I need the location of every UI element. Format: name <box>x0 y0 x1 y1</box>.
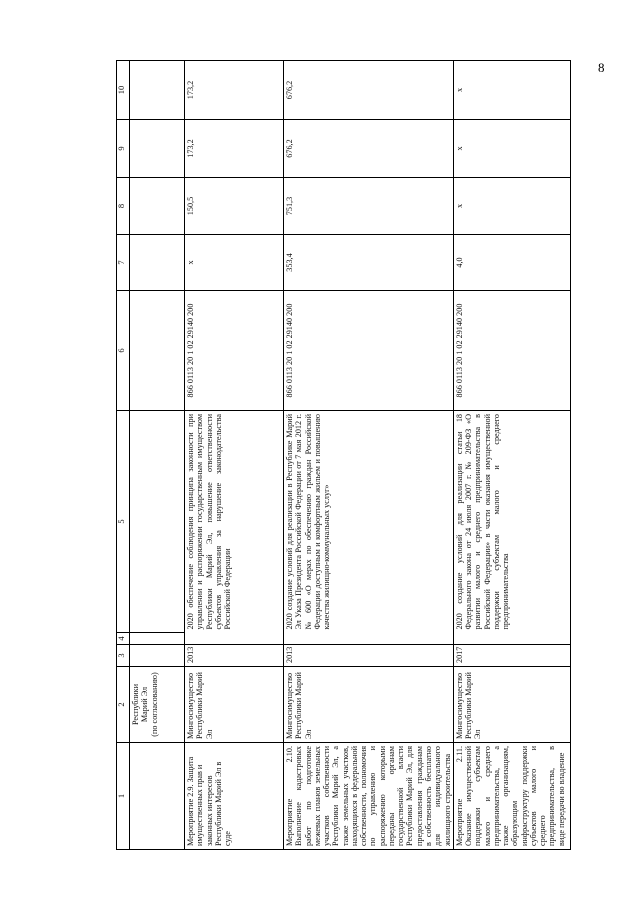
program-measures-table <box>116 60 571 850</box>
start-year-cell: 2013 <box>284 645 454 667</box>
page-number: 8 <box>598 60 605 75</box>
continuation-row <box>130 61 185 850</box>
table-row <box>185 61 284 850</box>
table-row <box>453 61 570 850</box>
header-cell: 9 <box>117 120 130 178</box>
budget-code-cell: 866 0113 20 1 02 29140 200 <box>284 291 454 411</box>
value-cell: 4,0 <box>453 235 570 291</box>
result-cell: 2020 создание условий для реализации статьи 18 Федерального закона от 24 июля 2007 г. № 209-ФЗ «О развитии малого и среднего предпринимательства в Российской Федерации» в части оказания имущественной поддержки субъектам малого и среднего предпринимательства <box>453 411 570 633</box>
measure-cell: Мероприятие 2.11. Оказание имущественной поддержки субъектам малого и среднего предпринимательства, а также организациям, образующим инфраструктуру поддержки субъектов малого и среднего предпринимательства, в виде передачи во владение <box>453 743 570 850</box>
value-cell: 173,2 <box>185 120 284 178</box>
value-cell: 676,2 <box>284 61 454 120</box>
header-cell: 6 <box>117 291 130 411</box>
value-cell: х <box>453 61 570 120</box>
header-cell: 4 <box>117 633 130 645</box>
value-cell: х <box>453 120 570 178</box>
value-cell: 150,5 <box>185 178 284 235</box>
header-cell: 2 <box>117 667 130 743</box>
start-year-cell: 2017 <box>453 645 570 667</box>
result-cell: 2020 создание условий для реализации в Республике Марий Эл Указа Президента Российской Федерации от 7 мая 2012 г. № 600 «О мерах по обеспечению граждан Российской Федерации доступным и комфортным жильем и повышению качества жилищно-коммунальных услуг» <box>284 411 454 633</box>
budget-code-cell: 866 0113 20 1 02 29140 200 <box>185 291 284 411</box>
table-header-row <box>117 61 130 850</box>
header-cell: 3 <box>117 645 130 667</box>
value-cell: 676,2 <box>284 120 454 178</box>
value-cell: х <box>453 178 570 235</box>
header-cell: 7 <box>117 235 130 291</box>
executor-cell: Мингосимущество Республики Марий Эл <box>185 667 284 743</box>
value-cell: 751,3 <box>284 178 454 235</box>
header-cell: 5 <box>117 411 130 633</box>
continuation-executor: Республики Марий Эл (по согласованию) <box>130 667 185 743</box>
value-cell: 353,4 <box>284 235 454 291</box>
start-year-cell: 2013 <box>185 645 284 667</box>
measure-cell: Мероприятие 2.9. Защита имущественных прав и законных интересов Республики Марий Эл в суде <box>185 743 284 850</box>
rotated-table-block <box>116 61 618 850</box>
executor-cell: Мингосимущество Республики Марий Эл <box>453 667 570 743</box>
executor-cell: Мингосимущество Республики Марий Эл <box>284 667 454 743</box>
value-cell: х <box>185 235 284 291</box>
header-cell: 10 <box>117 61 130 120</box>
budget-code-cell: 866 0113 20 1 02 29140 200 <box>453 291 570 411</box>
result-cell: 2020 обеспечение соблюдения принципа законности при управлении и распоряжении государственным имуществом Республики Марий Эл, повышение ответственности субъектов управления за нарушение законодательства Российской Федерации <box>185 411 284 633</box>
value-cell: 173,2 <box>185 61 284 120</box>
header-cell: 1 <box>117 743 130 850</box>
measure-cell: Мероприятие 2.10. Выполнение кадастровых работ по подготовке межевых планов земельных участков собственности Республики Марий Эл, а также земельных участков, находящихся в федеральной собственности, полномочия по управлению и распоряжению которыми переданы органам государственной власти Республики Марий Эл, для предоставления гражданам в собственность бесплатно для индивидуального жилищного строительства <box>284 743 454 850</box>
header-cell: 8 <box>117 178 130 235</box>
table-row <box>284 61 454 850</box>
